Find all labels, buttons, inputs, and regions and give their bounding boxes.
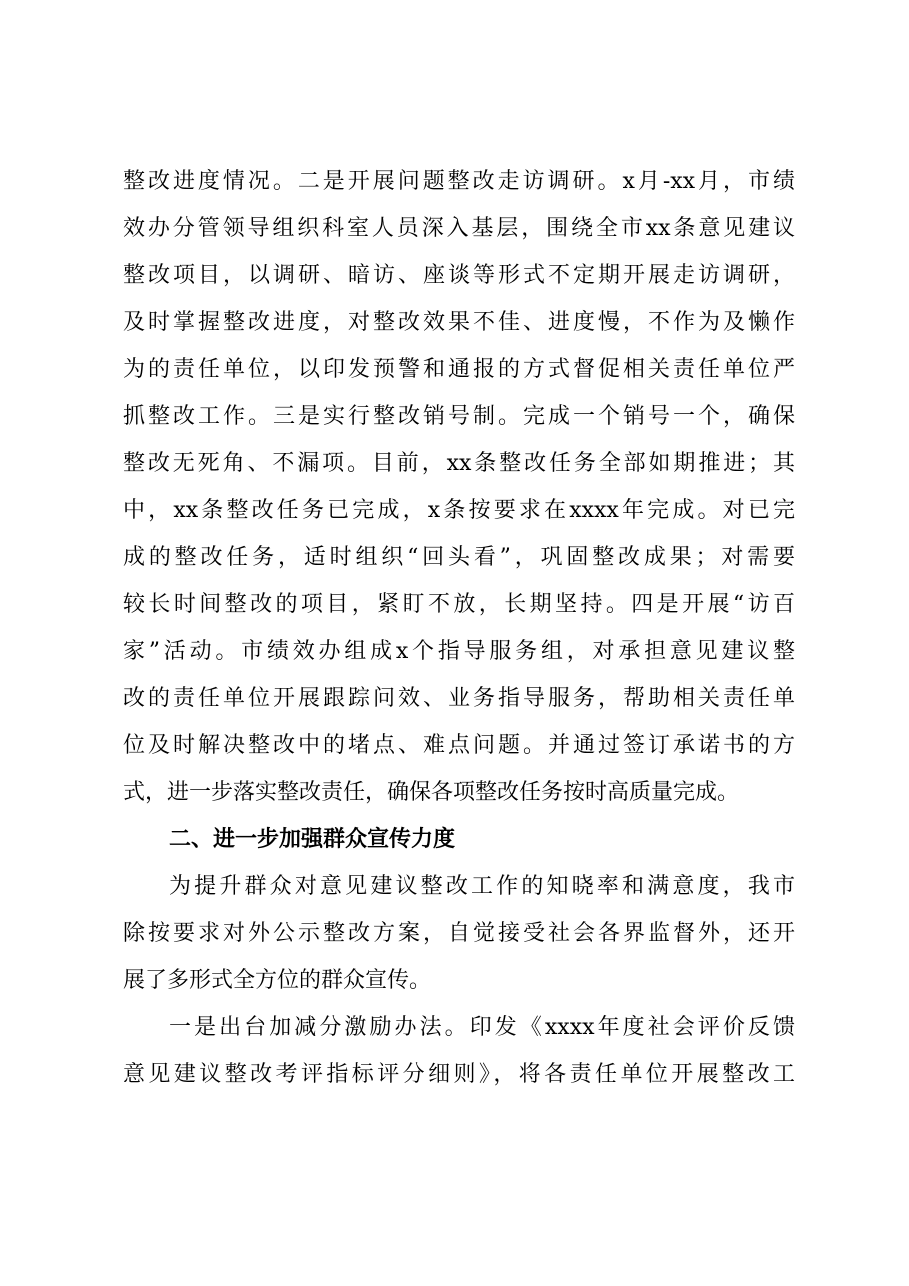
text-line: 意见建议整改考评指标评分细则》，将各责任单位开展整改工 bbox=[123, 1062, 795, 1087]
text-line: 家”活动。市绩效办组成x个指导服务组，对承担意见建议整 bbox=[123, 639, 795, 664]
document-body bbox=[123, 158, 795, 1098]
text-line: 较长时间整改的项目，紧盯不放，长期坚持。四是开展“访百 bbox=[123, 592, 795, 617]
text-line: 整改项目，以调研、暗访、座谈等形式不定期开展走访调研， bbox=[123, 263, 795, 288]
paragraph-incentive-measures bbox=[123, 1004, 795, 1098]
text-line: 一是出台加减分激励办法。印发《xxxx年度社会评价反馈 bbox=[169, 1015, 795, 1040]
text-line: 展了多形式全方位的群众宣传。 bbox=[123, 968, 432, 993]
text-line: 成的整改任务，适时组织“回头看”，巩固整改成果；对需要 bbox=[123, 545, 795, 570]
paragraph-publicity-intro bbox=[123, 863, 795, 1004]
text-line: 为提升群众对意见建议整改工作的知晓率和满意度，我市 bbox=[169, 874, 795, 899]
text-line: 为的责任单位，以印发预警和通报的方式督促相关责任单位严 bbox=[123, 357, 795, 382]
text-line: 整改无死角、不漏项。目前，xx条整改任务全部如期推进；其 bbox=[123, 451, 795, 476]
text-line: 式，进一步落实整改责任，确保各项整改任务按时高质量完成。 bbox=[123, 780, 740, 805]
section-heading: 二、进一步加强群众宣传力度 bbox=[169, 827, 456, 852]
text-line: 抓整改工作。三是实行整改销号制。完成一个销号一个，确保 bbox=[123, 404, 795, 429]
text-line: 中，xx条整改任务已完成，x条按要求在xxxx年完成。对已完 bbox=[123, 498, 795, 523]
text-line: 位及时解决整改中的堵点、难点问题。并通过签订承诺书的方 bbox=[123, 733, 795, 758]
text-line: 效办分管领导组织科室人员深入基层，围绕全市xx条意见建议 bbox=[123, 216, 795, 241]
text-line: 及时掌握整改进度，对整改效果不佳、进度慢，不作为及懒作 bbox=[123, 310, 795, 335]
paragraph-rectification-progress bbox=[123, 158, 795, 816]
text-line: 整改进度情况。二是开展问题整改走访调研。x月-xx月，市绩 bbox=[123, 169, 795, 194]
text-line: 改的责任单位开展跟踪问效、业务指导服务，帮助相关责任单 bbox=[123, 686, 795, 711]
text-line: 除按要求对外公示整改方案，自觉接受社会各界监督外，还开 bbox=[123, 921, 795, 946]
